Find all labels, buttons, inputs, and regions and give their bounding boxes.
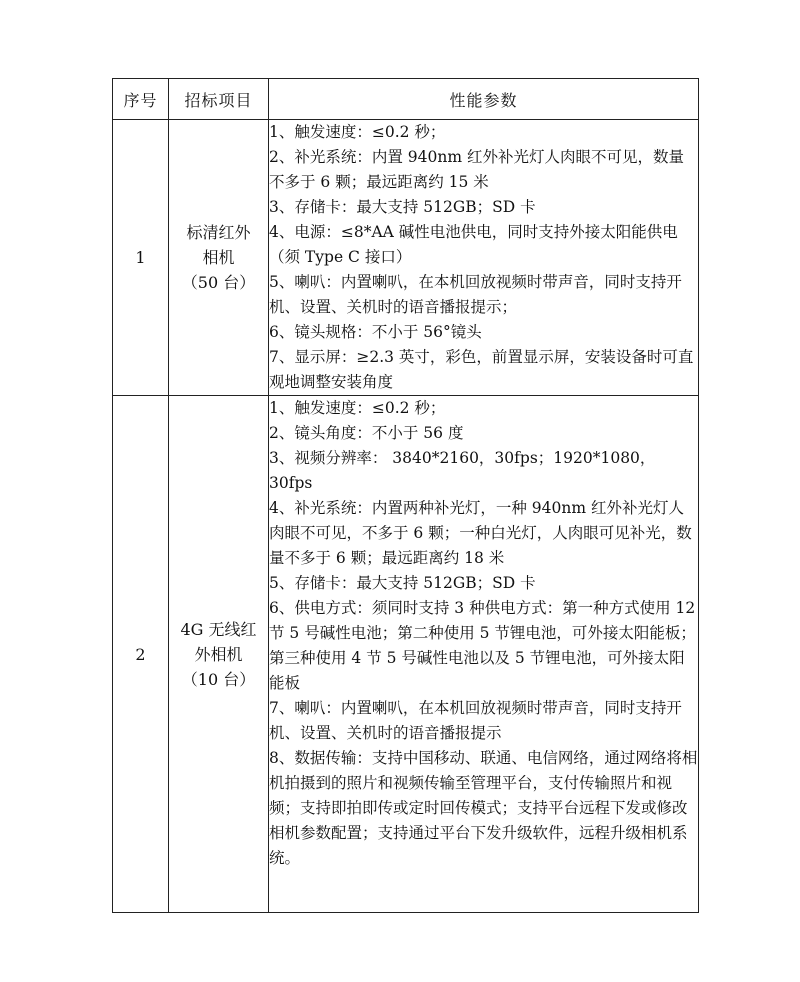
param-line: 6、供电方式：须同时支持 3 种供电方式：第一种方式使用 12 节 5 号碱性电池；第二种使用 5 节锂电池，可外接太阳能板；第三种使用 4 节 5 号碱性电池以及 5 节锂电池，可外接太阳能板 xyxy=(269,599,696,692)
param-line: 1、触发速度：≤0.2 秒； xyxy=(269,123,446,141)
item-line: 相机 xyxy=(202,248,235,267)
spec-table xyxy=(112,78,699,913)
item-line: （50 台） xyxy=(181,273,256,292)
row-params xyxy=(269,396,699,913)
param-line: 6、镜头规格：不小于 56°镜头 xyxy=(269,323,482,341)
param-line: 5、喇叭：内置喇叭，在本机回放视频时带声音，同时支持开机、设置、关机时的语音播报提示； xyxy=(269,273,682,316)
table-row xyxy=(113,120,699,396)
param-line: 3、存储卡：最大支持 512GB；SD 卡 xyxy=(269,198,536,216)
header-item: 招标项目 xyxy=(169,79,269,120)
header-params: 性能参数 xyxy=(269,79,699,120)
param-line: 2、镜头角度：不小于 56 度 xyxy=(269,424,464,442)
param-line: 7、显示屏：≥2.3 英寸，彩色，前置显示屏，安装设备时可直观地调整安装角度 xyxy=(269,348,694,391)
table-row xyxy=(113,396,699,913)
item-line: （10 台） xyxy=(181,669,256,689)
item-line: 4G 无线红 xyxy=(180,619,257,639)
item-line: 标清红外 xyxy=(186,223,251,242)
item-line: 外相机 xyxy=(194,644,243,664)
param-line: 4、电源：≤8*AA 碱性电池供电，同时支持外接太阳能供电（须 Type C 接口） xyxy=(269,223,678,266)
param-line: 1、触发速度：≤0.2 秒； xyxy=(269,399,446,417)
param-line: 3、视频分辨率： 3840*2160，30fps；1920*1080，30fps xyxy=(269,449,656,492)
table-header-row xyxy=(113,79,699,120)
param-line: 5、存储卡：最大支持 512GB；SD 卡 xyxy=(269,574,536,592)
row-item xyxy=(169,396,269,913)
param-line: 2、补光系统：内置 940nm 红外补光灯人肉眼不可见，数量不多于 6 颗；最远距离约 15 米 xyxy=(269,148,684,191)
row-index: 1 xyxy=(113,120,169,396)
param-line: 4、补光系统：内置两种补光灯，一种 940nm 红外补光灯人肉眼不可见，不多于 6 颗；一种白光灯，人肉眼可见补光，数量不多于 6 颗；最远距离约 18 米 xyxy=(269,499,692,567)
row-item xyxy=(169,120,269,396)
row-index: 2 xyxy=(113,396,169,913)
param-line: 7、喇叭：内置喇叭，在本机回放视频时带声音，同时支持开机、设置、关机时的语音播报提示 xyxy=(269,699,682,742)
header-index: 序号 xyxy=(113,79,169,120)
param-line: 8、数据传输：支持中国移动、联通、电信网络，通过网络将相机拍摄到的照片和视频传输至管理平台，支付传输照片和视频；支持即拍即传或定时回传模式；支持平台远程下发或修改相机参数配置；支持通过平台下发升级软件，远程升级相机系统。 xyxy=(269,749,698,867)
row-params xyxy=(269,120,699,396)
